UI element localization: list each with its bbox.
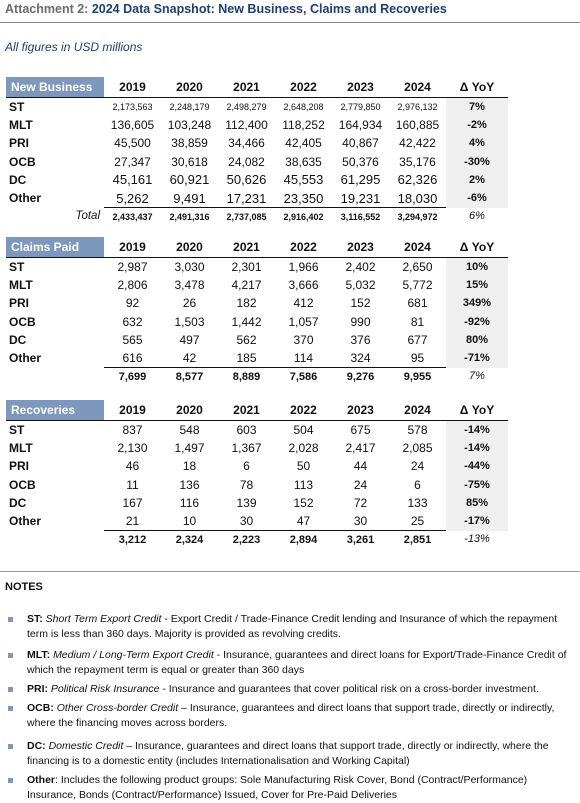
title-divider (0, 22, 580, 23)
data-cell: 50 (296, 459, 311, 474)
data-cell: 34,466 (228, 136, 265, 151)
data-cell: 30 (353, 514, 368, 529)
total-cell: 3,294,972 (389, 208, 446, 226)
data-cell: 2,987 (117, 260, 148, 275)
year-header: 2024 (404, 240, 431, 254)
yoy-cell: 80% (446, 331, 508, 349)
total-cell: 9,276 (332, 368, 389, 386)
table-row (6, 457, 508, 475)
total-cell: 2,894 (275, 531, 332, 549)
year-header: 2021 (233, 80, 260, 94)
data-cell: 1,966 (288, 260, 319, 275)
data-cell: 2,301 (231, 260, 262, 275)
note-item (27, 773, 575, 803)
note-term: ST: (27, 613, 43, 625)
data-cell: 61,295 (340, 172, 381, 188)
data-cell: 3,666 (288, 278, 319, 293)
total-cell: 7,699 (104, 368, 161, 386)
data-cell: 2,417 (345, 441, 376, 456)
data-cell: 27,347 (114, 154, 151, 169)
data-cell: 2,085 (402, 441, 433, 456)
data-cell: 25 (410, 514, 425, 529)
data-cell: 46 (125, 459, 140, 474)
total-row (6, 531, 508, 549)
total-cell: 2,223 (218, 531, 275, 549)
data-cell: 681 (407, 296, 428, 311)
table-row (6, 439, 508, 457)
data-cell: 497 (179, 332, 200, 347)
data-cell: 504 (293, 423, 314, 438)
data-cell: 1,057 (288, 314, 319, 329)
data-cell: 18,030 (397, 190, 438, 206)
year-header: 2019 (119, 240, 146, 254)
note-text: - Insurance and guarantees that cover political risk on a cross-border investment. (159, 683, 539, 695)
yoy-cell: 4% (446, 134, 508, 152)
row-label: OCB (9, 314, 36, 329)
notes-heading: NOTES (5, 581, 43, 593)
year-header: 2021 (233, 240, 260, 254)
yoy-cell: 15% (446, 276, 508, 294)
year-header: 2022 (290, 240, 317, 254)
data-cell: 81 (410, 314, 425, 329)
total-cell: 2,851 (389, 531, 446, 549)
data-cell: 603 (236, 423, 257, 438)
table-row (6, 512, 508, 531)
total-yoy: 7% (469, 370, 485, 383)
data-cell: 95 (410, 351, 425, 366)
note-name: Medium / Long-Term Export Credit (53, 649, 214, 661)
note-text: – Insurance, guarantees and direct loans that support trade, directly or indirectly, where the financing moves across borders. (27, 702, 555, 729)
yoy-cell: -17% (446, 512, 508, 531)
total-cell: 2,737,085 (218, 208, 275, 226)
note-item (27, 612, 575, 642)
data-cell: 324 (350, 351, 371, 366)
note-term: MLT: (27, 649, 51, 661)
row-label: DC (9, 332, 27, 347)
data-cell: 50,376 (342, 154, 379, 169)
data-cell: 78 (239, 477, 254, 492)
data-cell: 376 (350, 332, 371, 347)
data-cell: 5,262 (116, 190, 149, 206)
total-cell: 8,889 (218, 368, 275, 386)
notes-divider (0, 571, 580, 572)
data-cell: 44 (353, 459, 368, 474)
year-header: 2024 (404, 403, 431, 417)
data-cell: 412 (293, 296, 314, 311)
data-cell: 30 (239, 514, 254, 529)
data-cell: 72 (353, 495, 368, 510)
data-cell: 136 (179, 477, 200, 492)
data-cell: 5,032 (345, 278, 376, 293)
row-label: Other (9, 514, 42, 529)
note-term: PRI: (27, 683, 48, 695)
yoy-header: Δ YoY (446, 77, 508, 98)
total-row (6, 208, 508, 226)
page-title (5, 2, 447, 16)
total-yoy: -13% (464, 533, 490, 546)
yoy-cell: -75% (446, 476, 508, 494)
year-header: 2024 (404, 80, 431, 94)
yoy-cell: 10% (446, 258, 508, 276)
yoy-cell: -2% (446, 116, 508, 134)
bullet-icon (8, 617, 13, 622)
note-item (27, 648, 575, 678)
total-row (6, 368, 508, 386)
row-label: Other (9, 351, 42, 366)
data-cell: 103,248 (167, 118, 212, 133)
data-cell: 2,498,279 (226, 102, 267, 113)
data-cell: 1,497 (174, 441, 205, 456)
total-cell: 2,491,316 (161, 208, 218, 226)
total-cell: 8,577 (161, 368, 218, 386)
note-text: – Insurance, guarantees and direct loans that support trade, directly or indirectly, where the financing is to a domestic entity (includes Internationalisation and Working Capital) (27, 740, 549, 767)
data-cell: 62,326 (397, 172, 438, 188)
row-label: MLT (9, 278, 33, 293)
data-cell: 26 (182, 296, 197, 311)
bullet-icon (8, 653, 13, 658)
table-row (6, 276, 508, 294)
data-cell: 185 (236, 351, 257, 366)
claims-paid-table (6, 237, 508, 385)
data-cell: 112,400 (225, 118, 268, 133)
data-cell: 3,478 (174, 278, 205, 293)
data-cell: 1,367 (231, 441, 262, 456)
row-label: OCB (9, 477, 36, 492)
row-label: PRI (9, 459, 30, 474)
data-cell: 182 (236, 296, 257, 311)
note-name: Political Risk Insurance (50, 683, 160, 695)
bullet-icon (8, 687, 13, 692)
data-cell: 675 (350, 423, 371, 438)
data-cell: 152 (350, 296, 371, 311)
table-row (6, 494, 508, 512)
data-cell: 2,130 (117, 441, 148, 456)
data-cell: 2,173,563 (112, 102, 153, 113)
note-name: Short Term Export Credit (45, 613, 162, 625)
total-cell: 9,955 (389, 368, 446, 386)
data-cell: 616 (122, 351, 143, 366)
data-cell: 562 (236, 332, 257, 347)
yoy-cell: -14% (446, 439, 508, 457)
data-cell: 548 (179, 423, 200, 438)
bullet-icon (8, 706, 13, 711)
data-cell: 160,885 (395, 118, 440, 133)
year-header: 2021 (233, 403, 260, 417)
year-header: 2022 (290, 80, 317, 94)
row-label: DC (9, 172, 27, 187)
yoy-cell: -30% (446, 153, 508, 171)
data-cell: 5,772 (402, 278, 433, 293)
yoy-cell: -92% (446, 313, 508, 331)
data-cell: 370 (293, 332, 314, 347)
data-cell: 18 (182, 459, 197, 474)
row-label: ST (9, 260, 25, 275)
year-header: 2022 (290, 403, 317, 417)
table-row (6, 421, 508, 439)
new-business-table (6, 77, 508, 225)
total-cell: 7,586 (275, 368, 332, 386)
table-row (6, 258, 508, 276)
yoy-cell: 349% (446, 294, 508, 312)
data-cell: 113 (293, 477, 314, 492)
data-cell: 6 (414, 477, 421, 492)
total-label-empty (6, 531, 104, 549)
data-cell: 6 (243, 459, 250, 474)
note-name: Other Cross-border Credit (56, 702, 179, 714)
data-cell: 2,650 (402, 260, 433, 275)
yoy-header: Δ YoY (446, 400, 508, 421)
yoy-cell: -71% (446, 349, 508, 368)
total-cell: 3,261 (332, 531, 389, 549)
data-cell: 38,859 (171, 136, 208, 151)
table-row (6, 98, 508, 116)
year-header: 2019 (119, 80, 146, 94)
data-cell: 118,252 (282, 118, 325, 133)
note-name: Domestic Credit (48, 740, 124, 752)
data-cell: 45,500 (114, 136, 151, 151)
recoveries-table (6, 400, 508, 548)
data-cell: 24,082 (228, 154, 265, 169)
data-cell: 3,030 (174, 260, 205, 275)
yoy-cell: 7% (446, 98, 508, 116)
year-header: 2020 (176, 403, 203, 417)
year-header: 2023 (347, 240, 374, 254)
data-cell: 11 (126, 477, 139, 492)
data-cell: 24 (410, 459, 425, 474)
year-header: 2023 (347, 80, 374, 94)
total-cell: 3,116,552 (332, 208, 389, 226)
row-label: DC (9, 495, 27, 510)
table-row (6, 294, 508, 312)
note-item (27, 739, 575, 769)
data-cell: 164,934 (338, 118, 383, 133)
data-cell: 9,491 (173, 190, 206, 206)
section-title: New Business (6, 77, 104, 98)
table-row (6, 476, 508, 494)
data-cell: 116 (179, 495, 200, 510)
data-cell: 990 (350, 314, 371, 329)
total-label-empty (6, 368, 104, 386)
table-row (6, 313, 508, 331)
data-cell: 45,553 (283, 172, 324, 188)
data-cell: 42,405 (285, 136, 322, 151)
data-cell: 92 (125, 296, 140, 311)
data-cell: 578 (407, 423, 428, 438)
data-cell: 30,618 (171, 154, 208, 169)
yoy-cell: -14% (446, 421, 508, 439)
data-cell: 2,648,208 (283, 102, 324, 113)
row-label: PRI (9, 296, 30, 311)
attachment-label: Attachment 2: (5, 2, 89, 16)
section-title: Recoveries (6, 400, 104, 421)
total-yoy: 6% (469, 210, 485, 223)
data-cell: 4,217 (231, 278, 262, 293)
note-term: OCB: (27, 702, 54, 714)
note-item (27, 682, 575, 697)
data-cell: 42,422 (399, 136, 436, 151)
note-item (27, 701, 575, 731)
data-cell: 139 (236, 495, 257, 510)
table-row (6, 349, 508, 368)
data-cell: 152 (293, 495, 314, 510)
yoy-header: Δ YoY (446, 237, 508, 258)
data-cell: 2,976,132 (397, 102, 438, 113)
note-text: : Includes the following product groups: Sole Manufacturing Risk Cover, Bond (Contract/Performance) Insurance, Bonds (Contract/Performance) Issued, Cover for Pre-Paid Deliveries (27, 774, 528, 801)
row-label: ST (9, 423, 25, 438)
yoy-cell: 2% (446, 171, 508, 189)
yoy-cell: -44% (446, 457, 508, 475)
data-cell: 24 (353, 477, 368, 492)
year-header: 2019 (119, 403, 146, 417)
data-cell: 837 (122, 423, 143, 438)
row-label: ST (9, 100, 25, 115)
total-cell: 2,433,437 (104, 208, 161, 226)
data-cell: 23,350 (283, 190, 324, 206)
data-cell: 2,779,850 (340, 102, 381, 113)
data-cell: 1,442 (231, 314, 262, 329)
year-header: 2023 (347, 403, 374, 417)
data-cell: 47 (296, 514, 311, 529)
page-subtitle: All figures in USD millions (5, 40, 143, 54)
data-cell: 40,867 (342, 136, 379, 151)
data-cell: 136,605 (110, 118, 155, 133)
data-cell: 45,161 (112, 172, 153, 188)
row-label: PRI (9, 136, 30, 151)
year-header: 2020 (176, 80, 203, 94)
data-cell: 114 (293, 351, 314, 366)
data-cell: 35,176 (399, 154, 436, 169)
row-label: MLT (9, 118, 33, 133)
bullet-icon (8, 778, 13, 783)
year-header: 2020 (176, 240, 203, 254)
data-cell: 2,028 (288, 441, 319, 456)
data-cell: 19,231 (340, 190, 381, 206)
data-cell: 21 (125, 514, 140, 529)
data-cell: 2,806 (117, 278, 148, 293)
data-cell: 565 (122, 332, 143, 347)
bullet-icon (8, 744, 13, 749)
note-text: - Export Credit / Trade-Finance Credit lending and Insurance of which the repayment term is less than 360 days. Majority is provided as revolving credits. (27, 613, 558, 640)
data-cell: 60,921 (169, 172, 210, 188)
data-cell: 10 (182, 514, 197, 529)
data-cell: 2,248,179 (169, 102, 210, 113)
data-cell: 1,503 (174, 314, 205, 329)
total-label: Total (75, 210, 100, 223)
row-label: Other (9, 191, 42, 206)
data-cell: 38,635 (285, 154, 322, 169)
yoy-cell: 85% (446, 494, 508, 512)
data-cell: 42 (182, 351, 197, 366)
data-cell: 677 (407, 332, 428, 347)
note-text: - Insurance, guarantees and direct loans for Export/Trade-Finance Credit of which the repayment term is equal or greater than 360 days (27, 649, 567, 676)
yoy-cell: -6% (446, 189, 508, 208)
data-cell: 17,231 (226, 190, 267, 206)
data-cell: 2,402 (345, 260, 376, 275)
row-label: MLT (9, 441, 33, 456)
table-row (6, 189, 508, 208)
data-cell: 50,626 (226, 172, 267, 188)
section-title: Claims Paid (6, 237, 104, 258)
table-row (6, 171, 508, 189)
total-cell: 2,324 (161, 531, 218, 549)
total-cell: 2,916,402 (275, 208, 332, 226)
note-term: DC: (27, 740, 46, 752)
table-row (6, 153, 508, 171)
data-cell: 133 (407, 495, 428, 510)
data-cell: 632 (122, 314, 143, 329)
table-row (6, 331, 508, 349)
note-term: Other (27, 774, 56, 786)
data-cell: 167 (122, 495, 143, 510)
table-row (6, 134, 508, 152)
table-row (6, 116, 508, 134)
row-label: OCB (9, 154, 36, 169)
total-cell: 3,212 (104, 531, 161, 549)
title-text: 2024 Data Snapshot: New Business, Claims and Recoveries (91, 2, 447, 16)
